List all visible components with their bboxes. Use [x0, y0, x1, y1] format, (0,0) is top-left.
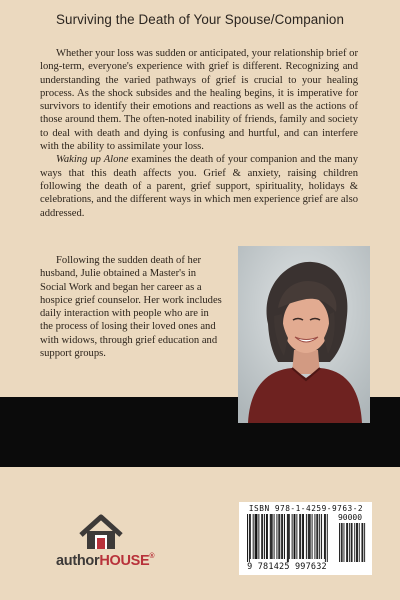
barcode-bar: [325, 514, 326, 562]
barcode-bar: [279, 514, 280, 559]
barcode-bar: [284, 514, 285, 559]
isbn-label: ISBN 978-1-4259-9763-2: [248, 504, 364, 513]
publisher-name: authorHOUSE®: [56, 553, 155, 569]
barcode-bar: [296, 514, 297, 559]
description-paragraph-1: Whether your loss was sudden or anticipated, your relationship brief or long-term, everyone's experience with grief is different. Recognizing and understanding the varied pathways of grief is crucial to your healing process. As the shock subsides and the healing begins, it is imperative for survivors to identify their emotions and reactions as well as the actions of those around them. The often-noted inability of friends, family and society to deal with death and dying is confusing and hurtful, and can interfere with the ability to assimilate your loss.: [40, 48, 358, 153]
ean-number: 9 781425 997632: [247, 562, 327, 572]
price-code: 90000: [337, 513, 363, 522]
barcode-bar: [295, 514, 296, 559]
price-barcode-bar: [341, 523, 342, 562]
author-portrait-image: [238, 246, 370, 423]
description-paragraph-2: [40, 153, 358, 219]
description-paragraph-2-text: examines the death of your companion and the many ways that this death affects you. Grief & anxiety, raising children following the death of a parent, grief support, spirituality, holidays & celebrations, and the different ways in which men experience grief are also addressed.: [40, 154, 358, 219]
barcode-bar: [314, 514, 315, 559]
barcode-bar: [257, 514, 258, 559]
barcode-image: [239, 502, 372, 562]
barcode-bar: [249, 514, 250, 562]
barcode-bar: [303, 514, 304, 559]
barcode-bar: [321, 514, 322, 559]
barcode-bar: [247, 514, 248, 562]
house-icon: [56, 509, 146, 553]
barcode-bar: [250, 514, 251, 559]
barcode-bar: [267, 514, 268, 559]
price-barcode-bar: [352, 523, 353, 562]
price-barcode-bar: [364, 523, 365, 562]
barcode-bar: [272, 514, 273, 559]
barcode-bar: [309, 514, 310, 559]
barcode-bar: [274, 514, 275, 559]
barcode-bar: [317, 514, 318, 559]
barcode-bar: [288, 514, 289, 562]
price-barcode-bar: [349, 523, 350, 562]
barcode-bar: [319, 514, 320, 559]
barcode-bar: [300, 514, 301, 559]
book-description: [40, 47, 358, 220]
barcode-bar: [306, 514, 307, 559]
barcode-bar: [258, 514, 259, 559]
barcode-bar: [264, 514, 265, 559]
barcode-bar: [281, 514, 282, 559]
barcode-bar: [266, 514, 267, 559]
author-bio-text: Following the sudden death of her husband, Julie obtained a Master's in Social Work and began her career as a hospice grief counselor. Her work includes daily interaction with people who are in the process of losing their loved ones and with widows, through grief education and support groups.: [40, 255, 222, 360]
cover-title: Surviving the Death of Your Spouse/Companion: [55, 12, 345, 27]
barcode-bar: [294, 514, 295, 559]
price-barcode-bar: [356, 523, 357, 562]
price-barcode-bar: [347, 523, 348, 562]
barcode-bar: [308, 514, 309, 559]
barcode-box: [239, 502, 372, 575]
barcode-bar: [261, 514, 262, 559]
price-barcode-bar: [351, 523, 352, 562]
barcode-bar: [282, 514, 283, 559]
publisher-logo: [56, 509, 155, 569]
price-barcode-bar: [344, 523, 345, 562]
barcode-bar: [255, 514, 256, 559]
price-barcode-bar: [362, 523, 363, 562]
barcode-bar: [327, 514, 328, 562]
barcode-bar: [287, 514, 288, 562]
price-barcode-bar: [346, 523, 347, 562]
barcode-bar: [316, 514, 317, 559]
price-barcode-bar: [362, 523, 363, 562]
book-title-italic: Waking up Alone: [56, 154, 129, 166]
barcode-bar: [302, 514, 303, 559]
barcode-bar: [310, 514, 311, 559]
barcode-bar: [270, 514, 271, 559]
price-barcode-bar: [342, 523, 343, 562]
barcode-bar: [271, 514, 272, 559]
price-barcode-bar: [359, 523, 360, 562]
price-barcode-bar: [357, 523, 358, 562]
barcode-bar: [262, 514, 263, 559]
price-barcode-bar: [354, 523, 355, 562]
barcode-bar: [253, 514, 254, 559]
barcode-bar: [276, 514, 277, 559]
author-photo: [238, 246, 370, 423]
author-bio: [40, 254, 222, 360]
barcode-bar: [292, 514, 293, 559]
barcode-bar: [312, 514, 313, 559]
barcode-bar: [324, 514, 325, 559]
price-barcode-bar: [339, 523, 340, 562]
barcode-bar: [299, 514, 300, 559]
barcode-bar: [289, 514, 290, 559]
barcode-bar: [278, 514, 279, 559]
barcode-bar: [256, 514, 257, 559]
